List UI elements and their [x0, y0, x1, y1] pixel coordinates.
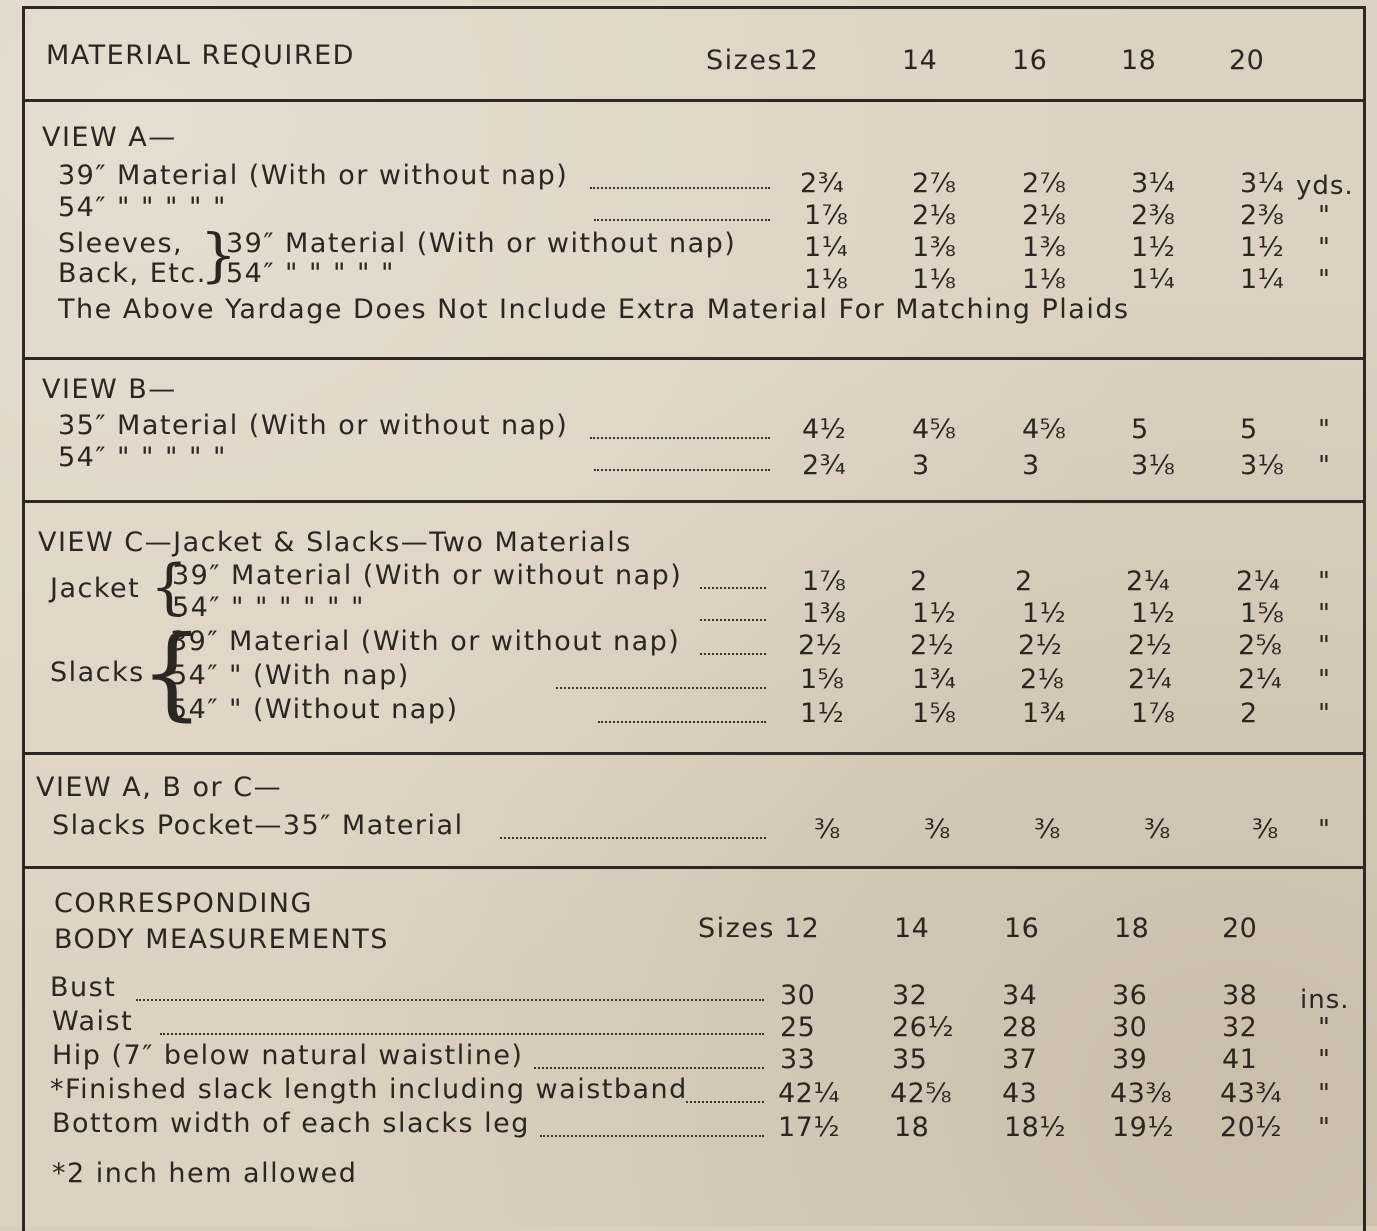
leader-dots: [594, 466, 770, 471]
unit-cell: ": [1318, 451, 1331, 481]
unit-cell: ": [1318, 201, 1331, 231]
value-cell: 30: [1112, 1012, 1148, 1043]
jacket-label: Jacket: [50, 573, 141, 604]
view-b-row-2-label: 54″ " " " " ": [58, 442, 227, 473]
value-cell: 2½: [798, 630, 843, 661]
value-cell: 43: [1002, 1078, 1038, 1109]
leader-dots: [598, 718, 766, 723]
value-cell: 1¼: [804, 232, 849, 263]
view-c-row-5-label: 54″ " (Without nap): [170, 694, 459, 725]
unit-cell: ": [1318, 1045, 1331, 1075]
value-cell: 32: [892, 980, 928, 1011]
value-cell: 39: [1112, 1044, 1148, 1075]
unit-cell: ": [1318, 233, 1331, 263]
value-cell: 2⅜: [1240, 200, 1285, 231]
value-cell: 1½: [800, 698, 845, 729]
value-cell: 2: [1240, 698, 1258, 729]
unit-cell: ": [1318, 567, 1331, 597]
value-cell: 1½: [1131, 232, 1176, 263]
value-cell: 32: [1222, 1012, 1258, 1043]
value-cell: 5: [1131, 414, 1149, 445]
leader-dots: [590, 434, 770, 439]
value-cell: 2⅛: [1022, 200, 1067, 231]
value-cell: 18½: [1004, 1112, 1067, 1143]
leader-dots: [590, 184, 770, 189]
value-cell: 28: [1002, 1012, 1038, 1043]
view-a-heading: VIEW A—: [42, 122, 177, 153]
value-cell: 1¾: [912, 664, 957, 695]
leader-dots: [700, 650, 766, 655]
value-cell: 19½: [1112, 1112, 1175, 1143]
size-20: 20: [1229, 45, 1265, 76]
value-cell: 2⅝: [1238, 630, 1283, 661]
unit-cell: ": [1318, 415, 1331, 445]
hip-label: Hip (7″ below natural waistline): [52, 1040, 524, 1071]
unit-cell: ": [1318, 699, 1331, 729]
value-cell: 1⅛: [804, 264, 849, 295]
value-cell: 1⅝: [800, 664, 845, 695]
value-cell: 2⅛: [1020, 664, 1065, 695]
value-cell: 1⅜: [802, 598, 847, 629]
value-cell: 2⅜: [1131, 200, 1176, 231]
body-heading-line2: BODY MEASUREMENTS: [54, 924, 389, 955]
body-size-20: 20: [1222, 913, 1258, 944]
value-cell: 34: [1002, 980, 1038, 1011]
unit-cell: ": [1318, 631, 1331, 661]
value-cell: 1½: [1240, 232, 1285, 263]
value-cell: 43¾: [1220, 1078, 1283, 1109]
value-cell: 3¼: [1240, 168, 1285, 199]
value-cell: 1½: [912, 598, 957, 629]
value-cell: 2¼: [1128, 664, 1173, 695]
value-cell: 33: [780, 1044, 816, 1075]
unit-cell: ": [1318, 265, 1331, 295]
unit-cell: ": [1318, 599, 1331, 629]
leader-dots: [540, 1132, 764, 1137]
value-cell: 1¾: [1022, 698, 1067, 729]
value-cell: ⅜: [924, 814, 951, 845]
sizes-label: Sizes: [706, 45, 783, 76]
divider-view-c: [22, 752, 1363, 755]
value-cell: 1⅞: [802, 566, 847, 597]
value-cell: 20½: [1220, 1112, 1283, 1143]
sleeves-bracket-label: Sleeves,: [58, 228, 184, 259]
size-14: 14: [902, 45, 938, 76]
unit-cell: ins.: [1300, 985, 1350, 1015]
value-cell: 41: [1222, 1044, 1258, 1075]
unit-cell: ": [1318, 1013, 1331, 1043]
size-18: 18: [1121, 45, 1157, 76]
divider-view-b: [22, 500, 1363, 503]
view-a-row-2-label: 54″ " " " " ": [58, 192, 227, 223]
value-cell: 1⅜: [1022, 232, 1067, 263]
value-cell: 2¾: [800, 168, 845, 199]
value-cell: 1⅛: [1022, 264, 1067, 295]
value-cell: 2: [1015, 566, 1033, 597]
divider-header: [22, 99, 1363, 102]
leader-dots: [594, 216, 770, 221]
value-cell: 2⅞: [1022, 168, 1067, 199]
leader-dots: [160, 1030, 764, 1035]
value-cell: 2½: [910, 630, 955, 661]
divider-view-abc: [22, 866, 1363, 869]
value-cell: 43⅜: [1110, 1078, 1173, 1109]
value-cell: 1⅞: [804, 200, 849, 231]
value-cell: 42¼: [778, 1078, 841, 1109]
slacks-brace: {: [140, 614, 204, 731]
value-cell: ⅜: [814, 814, 841, 845]
view-c-heading: VIEW C—Jacket & Slacks—Two Materials: [38, 527, 632, 558]
view-a-row-3-label: 39″ Material (With or without nap): [226, 228, 737, 259]
value-cell: 36: [1112, 980, 1148, 1011]
plaids-note: The Above Yardage Does Not Include Extra Material For Matching Plaids: [58, 294, 1130, 325]
value-cell: 5: [1240, 414, 1258, 445]
value-cell: 3¼: [1131, 168, 1176, 199]
unit-cell: ": [1318, 665, 1331, 695]
bust-label: Bust: [50, 972, 117, 1003]
value-cell: 4⅝: [1022, 414, 1067, 445]
value-cell: 1¼: [1240, 264, 1285, 295]
unit-cell: ": [1318, 1079, 1331, 1109]
unit-cell: ": [1318, 815, 1331, 845]
value-cell: ⅜: [1144, 814, 1171, 845]
back-etc-bracket-label: Back, Etc.: [58, 258, 207, 289]
value-cell: 2⅞: [912, 168, 957, 199]
view-c-row-1-label: 39″ Material (With or without nap): [172, 560, 683, 591]
value-cell: 3⅛: [1240, 450, 1285, 481]
bracket-brace: }: [200, 221, 237, 289]
value-cell: 2¼: [1238, 664, 1283, 695]
body-size-14: 14: [894, 913, 930, 944]
material-required-title: MATERIAL REQUIRED: [46, 40, 355, 71]
value-cell: 1½: [1131, 598, 1176, 629]
leader-dots: [534, 1064, 764, 1069]
leader-dots: [700, 584, 766, 589]
leader-dots: [136, 996, 764, 1001]
size-12: 12: [783, 45, 819, 76]
body-size-16: 16: [1004, 913, 1040, 944]
body-heading-line1: CORRESPONDING: [54, 888, 313, 919]
value-cell: 17½: [778, 1112, 841, 1143]
value-cell: 1⅞: [1131, 698, 1176, 729]
view-c-row-4-label: 54″ " (With nap): [170, 660, 410, 691]
value-cell: 4½: [802, 414, 847, 445]
value-cell: 1⅝: [1240, 598, 1285, 629]
value-cell: 2¼: [1236, 566, 1281, 597]
view-b-heading: VIEW B—: [42, 374, 177, 405]
value-cell: 25: [780, 1012, 816, 1043]
value-cell: 18: [894, 1112, 930, 1143]
leader-dots: [686, 1098, 764, 1103]
size-16: 16: [1012, 45, 1048, 76]
value-cell: 1⅜: [912, 232, 957, 263]
body-size-18: 18: [1114, 913, 1150, 944]
value-cell: 3: [1022, 450, 1040, 481]
leader-dots: [556, 684, 766, 689]
value-cell: 1⅝: [912, 698, 957, 729]
value-cell: 2: [910, 566, 928, 597]
body-size-12: 12: [784, 913, 820, 944]
value-cell: 2½: [1018, 630, 1063, 661]
view-c-row-3-label: 39″ Material (With or without nap): [170, 626, 681, 657]
value-cell: 2¼: [1126, 566, 1171, 597]
unit-cell: yds.: [1296, 171, 1354, 201]
value-cell: ⅜: [1034, 814, 1061, 845]
value-cell: 1⅛: [912, 264, 957, 295]
value-cell: 3: [912, 450, 930, 481]
slacks-label: Slacks: [50, 657, 145, 688]
leader-dots: [500, 834, 766, 839]
value-cell: 37: [1002, 1044, 1038, 1075]
slacks-pocket-label: Slacks Pocket—35″ Material: [52, 810, 464, 841]
value-cell: 42⅝: [890, 1078, 953, 1109]
value-cell: 1½: [1022, 598, 1067, 629]
view-abc-heading: VIEW A, B or C—: [36, 772, 283, 803]
value-cell: 3⅛: [1131, 450, 1176, 481]
divider-view-a: [22, 357, 1363, 360]
value-cell: 26½: [892, 1012, 955, 1043]
value-cell: 30: [780, 980, 816, 1011]
unit-cell: ": [1318, 1113, 1331, 1143]
bottom-width-label: Bottom width of each slacks leg: [52, 1108, 530, 1139]
view-c-row-2-label: 54″ " " " " " ": [172, 592, 365, 623]
view-a-row-4-label: 54″ " " " " ": [226, 258, 395, 289]
finished-length-label: *Finished slack length including waistband: [50, 1074, 688, 1105]
value-cell: ⅜: [1252, 814, 1279, 845]
value-cell: 1¼: [1131, 264, 1176, 295]
body-sizes-label: Sizes: [698, 913, 775, 944]
waist-label: Waist: [52, 1006, 134, 1037]
hem-footnote: *2 inch hem allowed: [52, 1158, 358, 1189]
value-cell: 2½: [1128, 630, 1173, 661]
value-cell: 35: [892, 1044, 928, 1075]
view-b-row-1-label: 35″ Material (With or without nap): [58, 410, 569, 441]
leader-dots: [700, 616, 766, 621]
value-cell: 38: [1222, 980, 1258, 1011]
value-cell: 2¾: [802, 450, 847, 481]
view-a-row-1-label: 39″ Material (With or without nap): [58, 160, 569, 191]
value-cell: 4⅝: [912, 414, 957, 445]
value-cell: 2⅛: [912, 200, 957, 231]
jacket-brace: {: [150, 552, 189, 622]
